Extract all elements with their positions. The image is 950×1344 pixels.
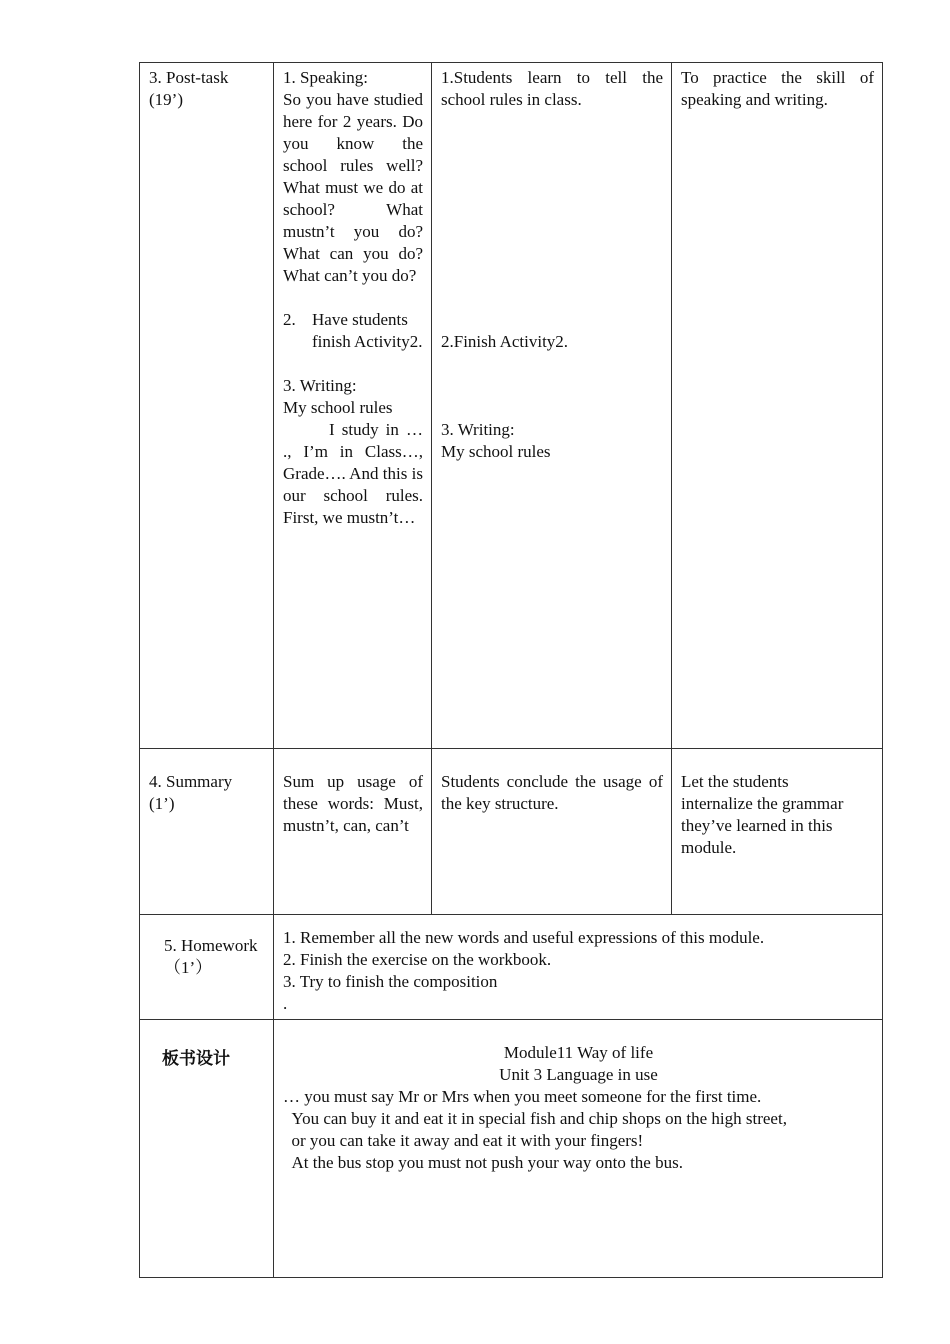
homework-item: 3. Try to finish the composition <box>283 972 498 991</box>
summary-student-activity: Students conclude the usage of the key structure. <box>432 749 672 915</box>
post-task-teacher-activity <box>274 63 432 749</box>
board-design-row <box>140 1020 883 1278</box>
board-line: … you must say Mr or Mrs when you meet someone for the first time. <box>283 1087 762 1106</box>
student-activity-2: 2.Finish Activity2. <box>441 332 569 351</box>
board-design-label: 板书设计 <box>140 1020 274 1278</box>
board-line: At the bus stop you must not push your way onto the bus. <box>283 1153 683 1172</box>
writing-subtitle: My school rules <box>283 398 393 417</box>
post-task-stage: 3. Post-task (19’) <box>140 63 274 749</box>
board-title: Module11 Way of life <box>503 1043 654 1062</box>
student-activity-1: 1.Students learn to tell the school rules in class. <box>441 68 663 109</box>
homework-stage: 5. Homework （1’） <box>140 915 274 1020</box>
student-activity-3-text: My school rules <box>441 442 551 461</box>
homework-item: 2. Finish the exercise on the workbook. <box>283 950 552 969</box>
writing-title: 3. Writing: <box>283 376 357 395</box>
summary-purpose: Let the students internalize the grammar they’ve learned in this module. <box>672 749 883 915</box>
homework-item: . <box>283 994 288 1013</box>
summary-teacher-activity: Sum up usage of these words: Must, mustn’t, can, can’t <box>274 749 432 915</box>
post-task-row <box>140 63 883 749</box>
item-2-number: 2. <box>283 310 296 329</box>
student-activity-3-title: 3. Writing: <box>441 420 515 439</box>
homework-list <box>274 915 883 1020</box>
homework-item: 1. Remember all the new words and useful expressions of this module. <box>283 928 765 947</box>
writing-text: I study in … ., I’m in Class…, Grade…. And this is our school rules. First, we mustn’t… <box>283 420 423 527</box>
speaking-text: So you have studied here for 2 years. Do you know the school rules well? What must we do at school? What mustn’t you do? What can you do? What can’t you do? <box>283 90 423 285</box>
board-line: You can buy it and eat it in special fish and chip shops on the high street, <box>283 1109 787 1128</box>
summary-stage: 4. Summary (1’) <box>140 749 274 915</box>
lesson-plan-table <box>139 62 883 1278</box>
homework-row <box>140 915 883 1020</box>
post-task-student-activity <box>432 63 672 749</box>
item-2 <box>283 309 423 353</box>
board-design-content <box>274 1020 883 1278</box>
post-task-purpose: To practice the skill of speaking and writing. <box>672 63 883 749</box>
speaking-title: 1. Speaking: <box>283 68 368 87</box>
board-line: or you can take it away and eat it with your fingers! <box>283 1131 644 1150</box>
summary-row <box>140 749 883 915</box>
board-subtitle: Unit 3 Language in use <box>499 1065 658 1084</box>
item-2-text: Have students finish Activity2. <box>312 310 423 351</box>
